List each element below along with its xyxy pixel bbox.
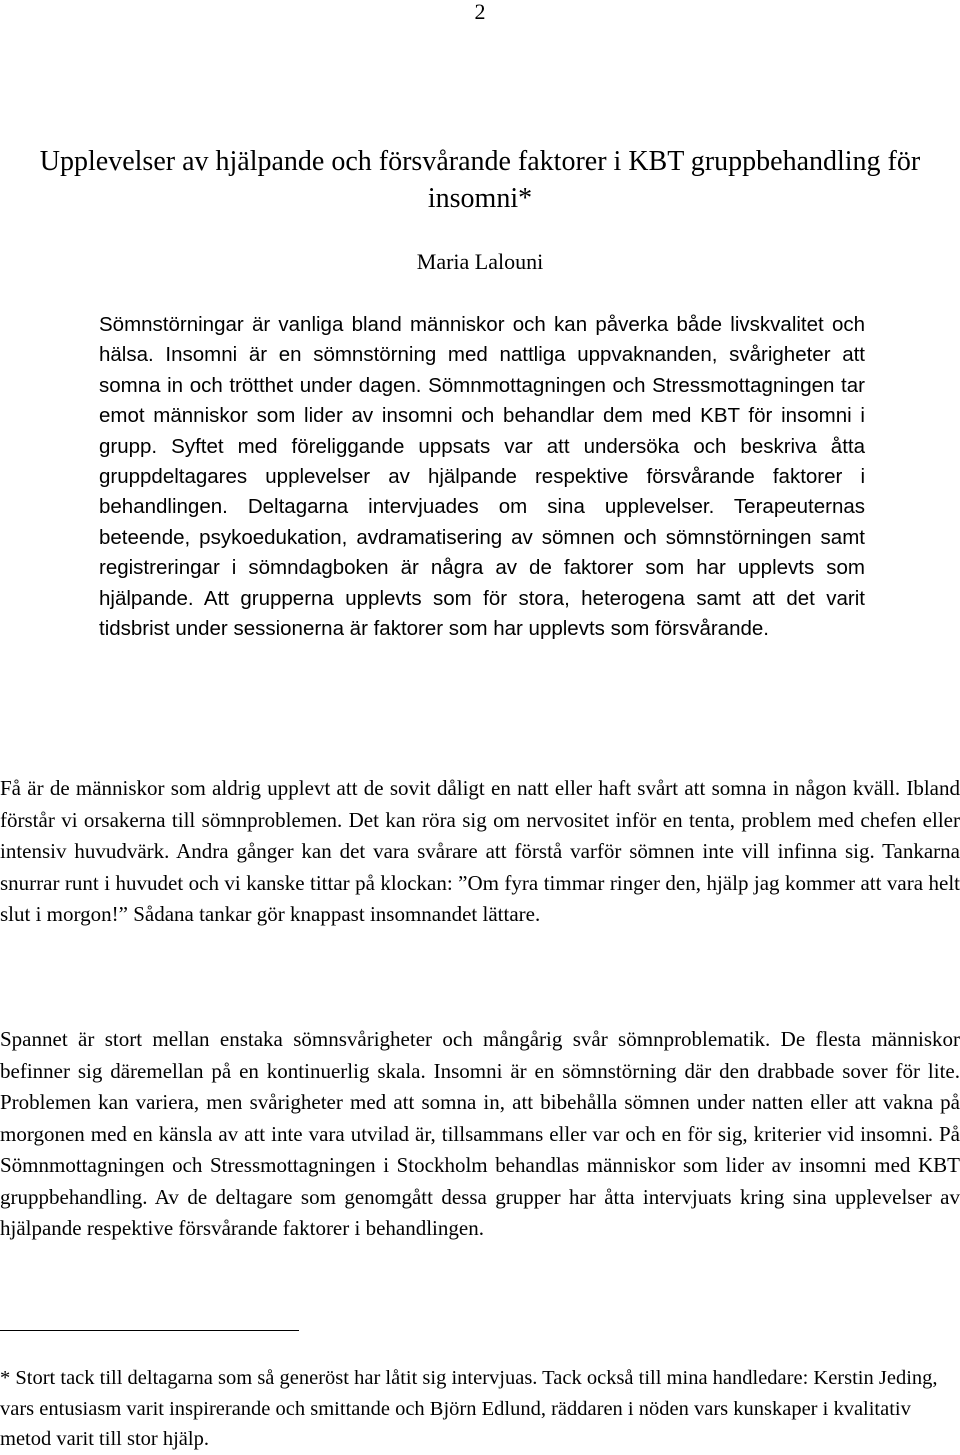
author-name: Maria Lalouni xyxy=(416,249,544,274)
abstract: Sömnstörningar är vanliga bland människor och kan påverka både livskvalitet och hälsa. Insomni är en sömnstörning med nattliga uppvaknanden, svårigheter att somna in och trötthet under dagen. Sömnmottagningen och Stressmottagningen tar emot människor som lider av insomni och behandlar dem med KBT för insomni i grupp. Syftet med föreliggande uppsats var att undersöka och beskriva åtta gruppdeltagares upplevelser av hjälpande respektive försvårande faktorer i behandlingen. Deltagarna intervjuades om sina upplevelser. Terapeuternas beteende, psykoedukation, avdramatisering av sömnen och sömnstörningen samt registreringar i sömndagboken är några av de faktorer som har upplevts som hjälpande. Att grupperna upplevts som för stora, heterogena samt att det varit tidsbrist under sessionerna är faktorer som har upplevts som försvårande. xyxy=(99,313,865,641)
body-paragraph-2: Spannet är stort mellan enstaka sömnsvårigheter och mångårig svår sömnproblematik. De flesta människor befinner sig däremellan på en kontinuerlig skala. Insomni är en sömnstörning där den drabbade sover för lite. Problemen kan variera, men svårigheter med att somna in, att bibehålla sömnen under natten eller att vakna på morgonen med en känsla av att inte vara utvilad är, tillsammans eller var och en för sig, kriterier vid insomni. På Sömnmottagningen och Stressmottagningen i Stockholm behandlas människor som lider av insomni med KBT gruppbehandling. Av de deltagare som genomgått dessa grupper har åtta intervjuats kring sina upplevelser av hjälpande respektive försvårande faktorer i behandlingen. xyxy=(0,1027,960,1240)
body-paragraph-1: Få är de människor som aldrig upplevt att de sovit dåligt en natt eller haft svårt att somna in någon kväll. Ibland förstår vi orsakerna till sömnproblemen. Det kan röra sig om nervositet inför en tenta, problem med chefen eller intensiv huvudvärk. Andra gånger kan det vara svårare att förstå varför sömnen inte vill infinna sig. Tankarna snurrar runt i huvudet och vi kanske tittar på klockan: ”Om fyra timmar ringer den, hjälp jag kommer att vara helt slut i morgon!” Sådana tankar gör knappast insomnandet lättare. xyxy=(0,776,960,926)
footnote-separator xyxy=(0,1330,299,1331)
document-title xyxy=(0,143,960,217)
footnote: * Stort tack till deltagarna som så generöst har låtit sig intervjuas. Tack också till mina handledare: Kerstin Jeding, vars entusiasm varit inspirerande och smittande och Björn Edlund, räddaren i nöden vars kunskaper i kvalitativ metod varit till stor hjälp. xyxy=(0,1367,938,1450)
page-number: 2 xyxy=(474,0,486,24)
document-title-text: Upplevelser av hjälpande och försvårande faktorer i KBT gruppbehandling för insomni* xyxy=(39,146,921,214)
